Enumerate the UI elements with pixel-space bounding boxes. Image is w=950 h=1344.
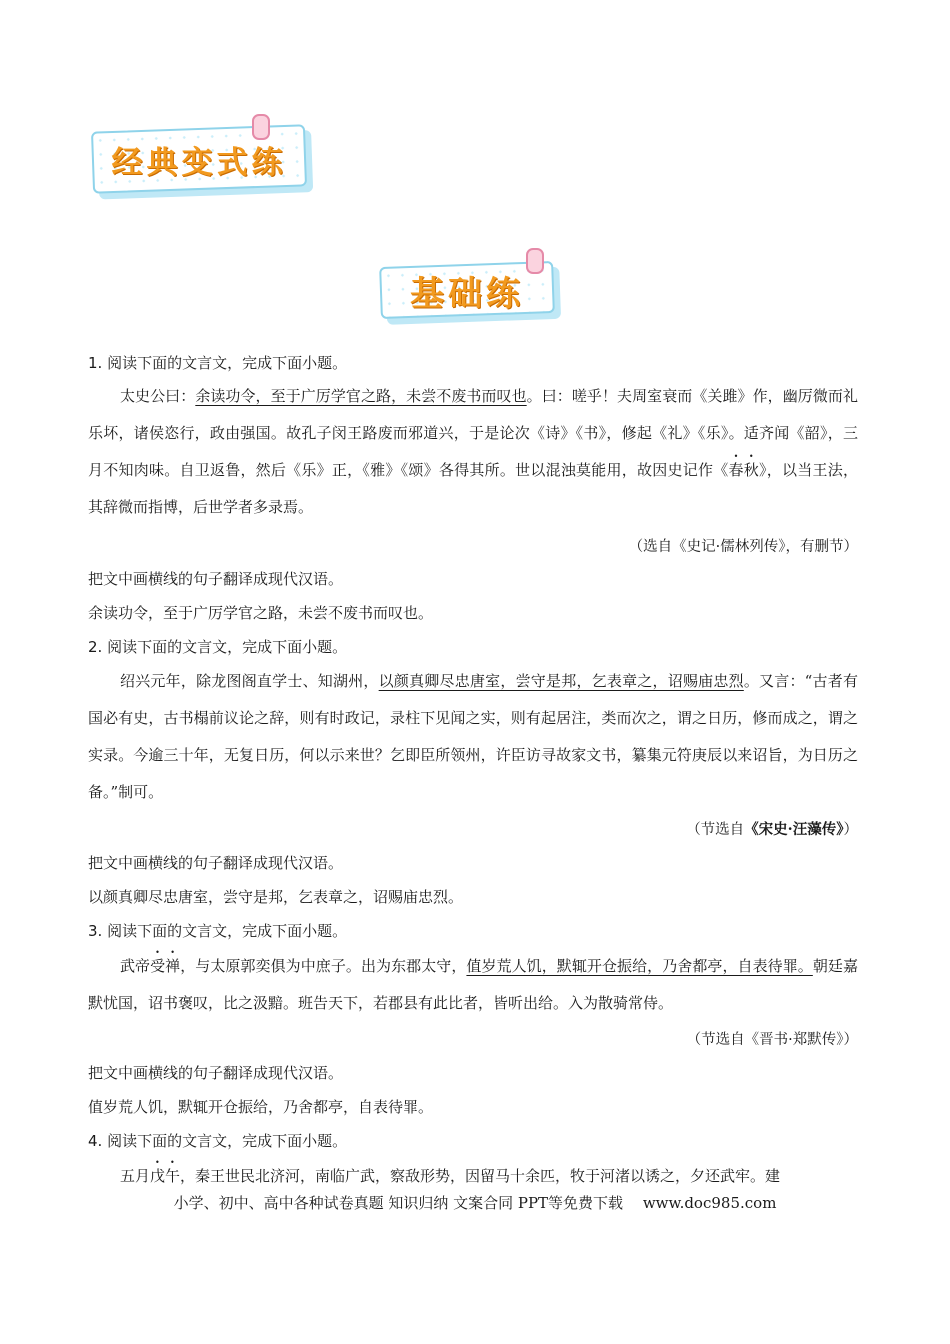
question-3-heading: 3. 阅读下面的文言文，完成下面小题。 xyxy=(88,922,348,940)
banner-title: 经典变式练 xyxy=(111,144,287,181)
question-2-passage xyxy=(88,663,858,811)
passage-text: 太史公曰： xyxy=(120,387,196,405)
passage-text: ，以当王法，其辞微而指博，后世学者多录焉。 xyxy=(88,461,858,516)
passage-text: 。又言：“古者有国必有史，古书榻前议论之辞，则有时政记，录柱下见闻之实，则有起居注，类而次之，谓之日历，修而成之，谓之实录。今逾三十年，无复日历，何以示来世？乞即臣所领州，许臣访寻故家文书，纂集元符庚辰以来诏旨，为日历之备。”制可。 xyxy=(88,672,858,801)
underlined-sentence: 以颜真卿尽忠唐室，尝守是邦，乞表章之，诏赐庙忠烈 xyxy=(378,672,744,690)
question-3-source: （节选自《晋书·郑默传》） xyxy=(686,1032,858,1048)
question-4-passage xyxy=(88,1158,858,1195)
banner-classic-variant xyxy=(92,128,306,190)
binder-clip-icon xyxy=(526,248,544,274)
question-1-instruction: 把文中画横线的句子翻译成现代汉语。 xyxy=(88,570,344,588)
dotted-text: 戊午 xyxy=(150,1167,181,1185)
passage-text: 。曰：嗟乎！夫周室衰而《关雎》作，幽厉微而礼乐坏，诸侯恣行，政由强国。故孔子闵王路废而邪道兴，于是论次《诗》《书》，修起《礼》《乐》。适齐闻《韶》，三月不知肉味。自卫返鲁，然后《乐》正，《雅》《颂》各得其所。世以混浊莫能用，故因史记作 xyxy=(88,387,858,479)
question-2-instruction: 把文中画横线的句子翻译成现代汉语。 xyxy=(88,854,344,872)
passage-text: 五月 xyxy=(120,1167,151,1185)
dotted-text: 《春秋》 xyxy=(713,461,767,479)
question-2-source xyxy=(686,818,858,839)
question-3-sentence: 值岁荒人饥，默辄开仓振给，乃舍都亭，自表待罪。 xyxy=(88,1098,434,1116)
source-title: 《宋史·汪藻传》 xyxy=(744,821,844,838)
question-1-sentence: 余读功令，至于广厉学官之路，未尝不废书而叹也。 xyxy=(88,604,434,622)
passage-text: 绍兴元年，除龙图阁直学士、知湖州， xyxy=(120,672,379,690)
underlined-sentence: 值岁荒人饥，默辄开仓振给，乃舍都亭，自表待罪。 xyxy=(466,957,813,975)
question-2-heading: 2. 阅读下面的文言文，完成下面小题。 xyxy=(88,638,348,656)
passage-text: ，与太原郭奕俱为中庶子。出为东郡太守， xyxy=(180,957,467,975)
binder-clip-icon xyxy=(252,114,270,140)
question-1-passage xyxy=(88,378,858,526)
question-1-heading: 1. 阅读下面的文言文，完成下面小题。 xyxy=(88,354,348,372)
question-1-source: （选自《史记·儒林列传》，有删节） xyxy=(628,539,858,555)
question-3-passage xyxy=(88,948,858,1022)
source-text: ） xyxy=(843,822,858,838)
source-text: （节选自 xyxy=(686,822,745,838)
question-4-heading: 4. 阅读下面的文言文，完成下面小题。 xyxy=(88,1132,348,1150)
underlined-sentence: 余读功令，至于广厉学官之路，未尝不废书而叹也 xyxy=(195,387,527,405)
dotted-text: 受禅 xyxy=(150,957,181,975)
question-3-instruction: 把文中画横线的句子翻译成现代汉语。 xyxy=(88,1064,344,1082)
question-2-sentence: 以颜真卿尽忠唐室，尝守是邦，乞表章之，诏赐庙忠烈。 xyxy=(88,888,464,906)
banner-basic-practice xyxy=(380,264,554,316)
passage-text: 朝廷嘉默忧国，诏书褒叹，比之汲黯。班告天下，若郡县有此比者，皆听出给。入为散骑常侍。 xyxy=(88,957,858,1012)
passage-text: 武帝 xyxy=(120,957,151,975)
passage-text: ，秦王世民北济河，南临广武，察敌形势，因留马十余匹，牧于河渚以诱之，夕还武牢。建 xyxy=(180,1167,781,1185)
banner-title: 基础练 xyxy=(410,273,524,314)
page-footer: 小学、初中、高中各种试卷真题 知识归纳 文案合同 PPT等免费下载 www.doc985.com xyxy=(173,1194,777,1212)
